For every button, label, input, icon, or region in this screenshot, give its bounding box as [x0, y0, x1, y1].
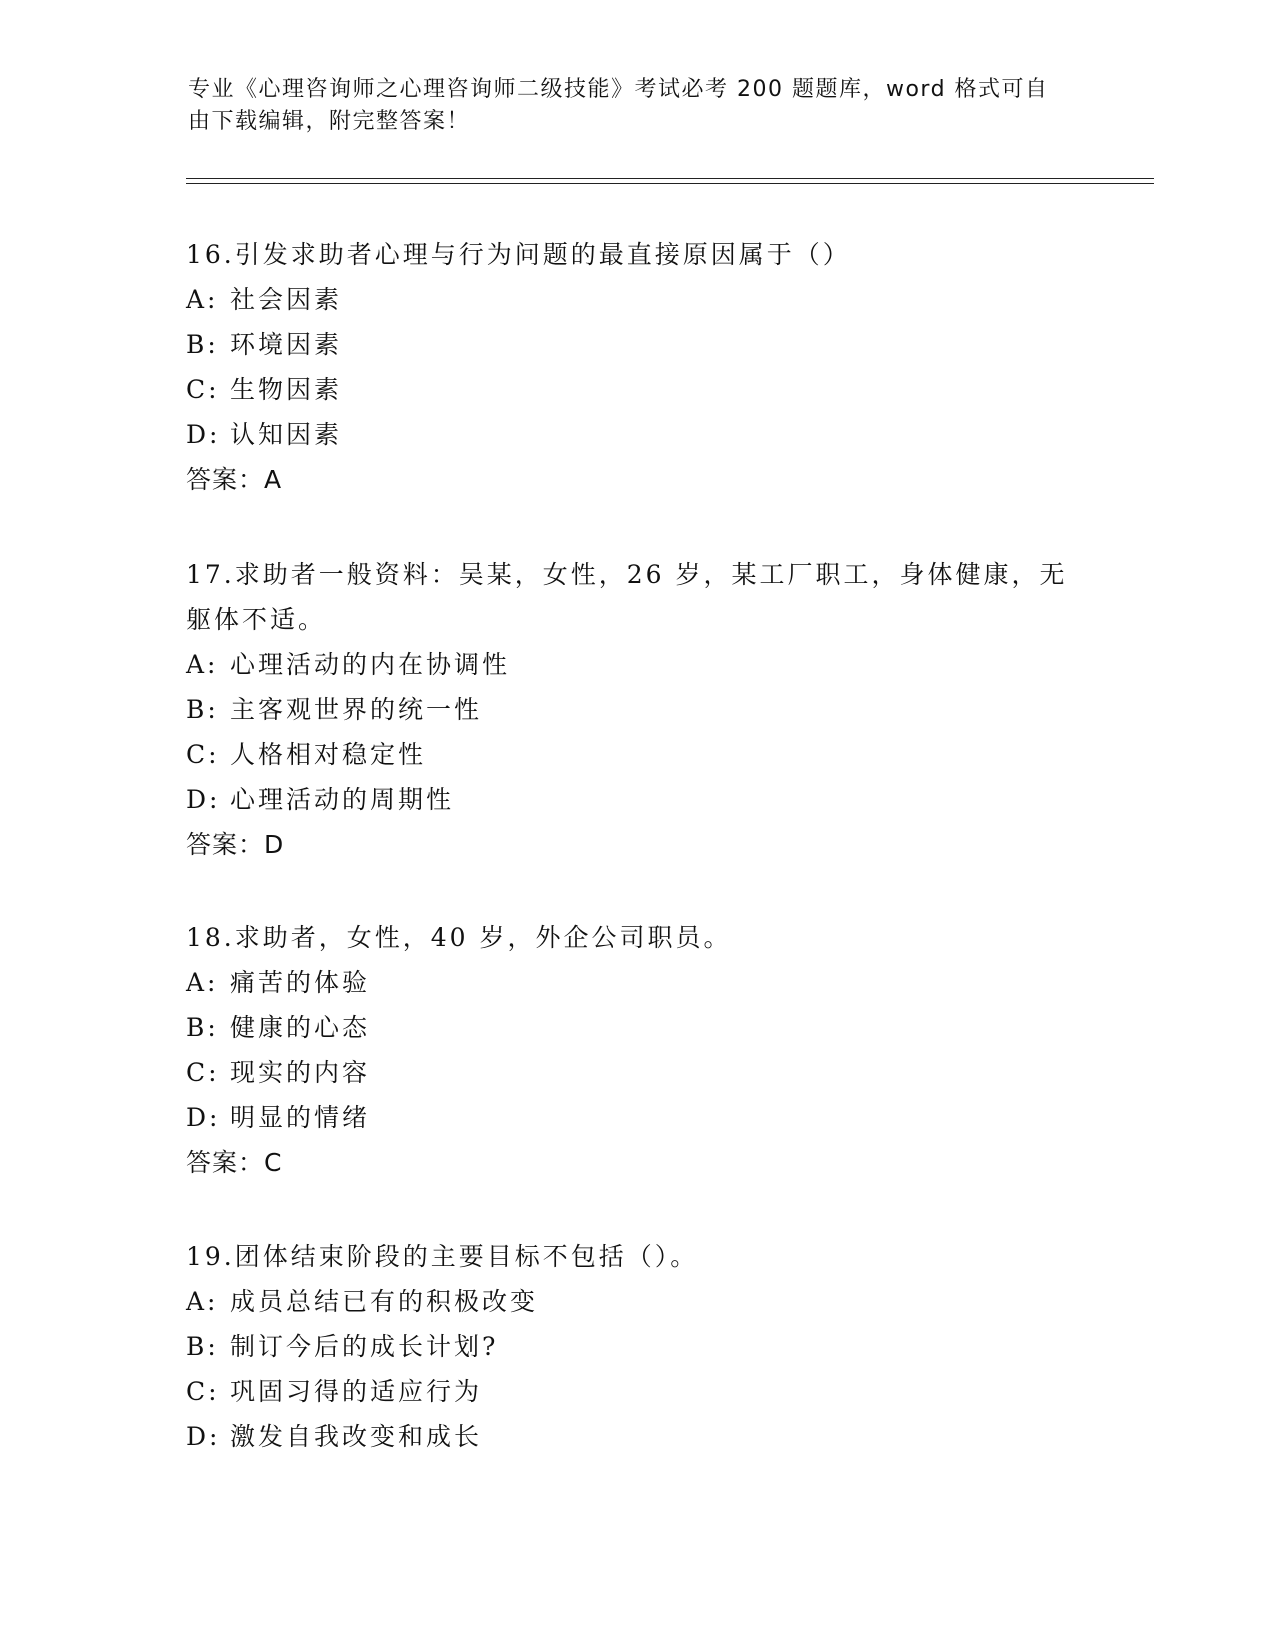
- option-letter: C:: [186, 1377, 220, 1406]
- option-b: [186, 1324, 1086, 1369]
- option-letter: A:: [186, 285, 219, 314]
- option-letter: D:: [186, 420, 221, 449]
- answer-line: 答案：C: [186, 1148, 283, 1177]
- answer-line: 答案：A: [186, 465, 283, 494]
- option-letter: C:: [186, 740, 220, 769]
- option-text: 生物因素: [230, 375, 343, 404]
- option-letter: D:: [186, 1422, 221, 1451]
- option-c: [186, 1369, 1086, 1414]
- option-text: 心理活动的内在协调性: [230, 650, 511, 679]
- question-stem: 17.求助者一般资料：吴某，女性，26 岁，某工厂职工，身体健康，无: [186, 560, 1068, 589]
- question-stem: 16.引发求助者心理与行为问题的最直接原因属于（）: [186, 240, 851, 269]
- option-a: [186, 642, 1086, 687]
- option-b: [186, 322, 1086, 367]
- option-letter: A:: [186, 1287, 219, 1316]
- option-c: [186, 732, 1086, 777]
- option-letter: C:: [186, 1058, 220, 1087]
- option-text: 人格相对稳定性: [230, 740, 427, 769]
- option-text: 心理活动的周期性: [230, 785, 455, 814]
- option-text: 激发自我改变和成长: [230, 1422, 483, 1451]
- question-stem: 18.求助者，女性，40 岁，外企公司职员。: [186, 923, 732, 952]
- question-17: [186, 552, 1086, 867]
- option-letter: D:: [186, 1103, 221, 1132]
- option-d: [186, 1095, 1086, 1140]
- option-text: 成员总结已有的积极改变: [230, 1287, 539, 1316]
- option-d: [186, 777, 1086, 822]
- option-letter: C:: [186, 375, 220, 404]
- option-text: 认知因素: [230, 420, 343, 449]
- option-text: 巩固习得的适应行为: [230, 1377, 483, 1406]
- option-letter: D:: [186, 785, 221, 814]
- option-text: 社会因素: [230, 285, 343, 314]
- option-d: [186, 412, 1086, 457]
- option-c: [186, 1050, 1086, 1095]
- option-letter: B:: [186, 330, 219, 359]
- header-divider-top: [186, 178, 1154, 179]
- option-text: 制订今后的成长计划?: [230, 1332, 499, 1361]
- option-a: [186, 1279, 1086, 1324]
- option-text: 主客观世界的统一性: [230, 695, 483, 724]
- question-18: [186, 915, 1086, 1185]
- header-line-2: 由下载编辑，附完整答案！: [188, 109, 471, 134]
- header-divider-bottom: [186, 183, 1154, 184]
- option-letter: A:: [186, 650, 219, 679]
- question-stem-continued: 躯体不适。: [186, 605, 327, 634]
- option-b: [186, 1005, 1086, 1050]
- option-c: [186, 367, 1086, 412]
- option-a: [186, 277, 1086, 322]
- option-d: [186, 1414, 1086, 1459]
- option-letter: B:: [186, 1332, 219, 1361]
- option-letter: B:: [186, 1013, 219, 1042]
- option-letter: B:: [186, 695, 219, 724]
- option-b: [186, 687, 1086, 732]
- option-text: 痛苦的体验: [230, 968, 371, 997]
- option-text: 健康的心态: [230, 1013, 371, 1042]
- answer-line: 答案：D: [186, 830, 285, 859]
- option-text: 现实的内容: [230, 1058, 371, 1087]
- header-line-1: 专业《心理咨询师之心理咨询师二级技能》考试必考 200 题题库，word 格式可自: [188, 77, 1049, 102]
- document-header: [188, 74, 1068, 138]
- option-text: 环境因素: [230, 330, 343, 359]
- option-letter: A:: [186, 968, 219, 997]
- question-stem: 19.团体结束阶段的主要目标不包括（）。: [186, 1242, 699, 1271]
- question-19: [186, 1234, 1086, 1459]
- option-a: [186, 960, 1086, 1005]
- option-text: 明显的情绪: [230, 1103, 371, 1132]
- question-16: [186, 232, 1086, 502]
